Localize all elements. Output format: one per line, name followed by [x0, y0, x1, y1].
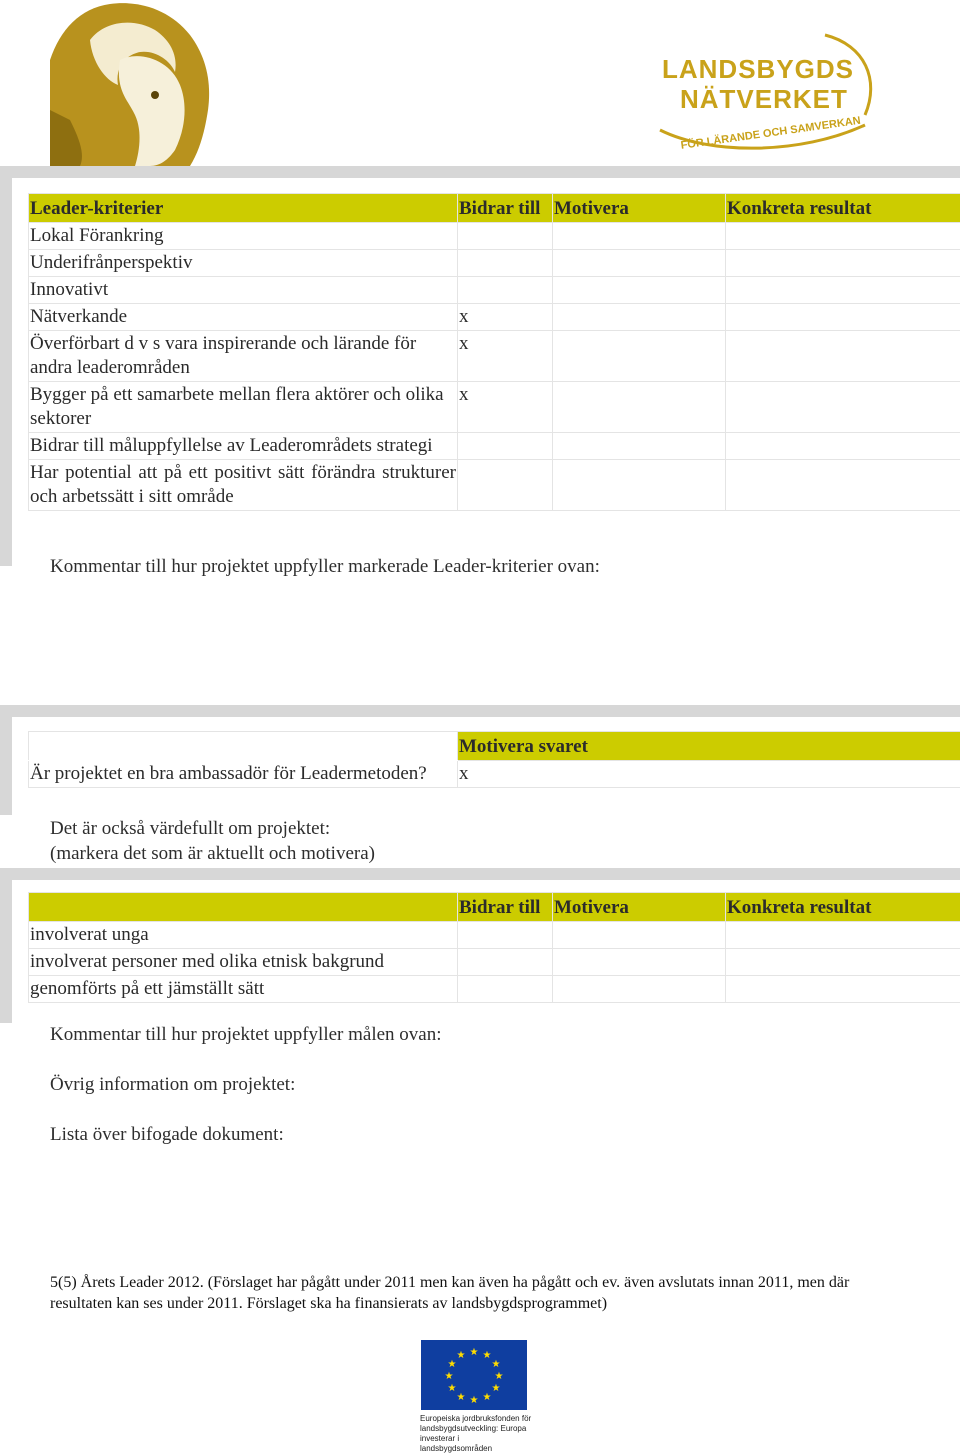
- motivate-cell[interactable]: [553, 460, 726, 511]
- mark-cell[interactable]: [458, 250, 553, 277]
- landsbygdsnatverket-logo: [650, 30, 885, 170]
- mark-cell[interactable]: [458, 922, 553, 949]
- table-header-row: [29, 732, 960, 761]
- logo-tagline: FÖR LÄRANDE OCH SAMVERKAN: [680, 115, 861, 152]
- mark-cell[interactable]: [458, 949, 553, 976]
- svg-text:★: ★: [470, 1395, 479, 1406]
- attachments-label: Lista över bifogade dokument:: [50, 1122, 284, 1147]
- table-row: [29, 331, 960, 382]
- svg-text:★: ★: [448, 1383, 457, 1394]
- result-cell[interactable]: [726, 331, 960, 382]
- table-row: [29, 976, 960, 1003]
- mark-cell[interactable]: x: [458, 304, 553, 331]
- criterion-cell: Överförbart d v s vara inspirerande och lärande för andra leaderområden: [29, 331, 458, 382]
- ambassador-table: [28, 731, 960, 788]
- table-row: [29, 460, 960, 511]
- motivate-cell[interactable]: [553, 922, 726, 949]
- question-cell: Är projektet en bra ambassadör för Leadermetoden?: [29, 761, 458, 788]
- criterion-cell: Bygger på ett samarbete mellan flera aktörer och olika sektorer: [29, 382, 458, 433]
- motivate-cell[interactable]: [553, 949, 726, 976]
- table-row: [29, 304, 960, 331]
- table-row: [29, 949, 960, 976]
- eu-caption-line: Europeiska jordbruksfonden för: [420, 1414, 532, 1424]
- criterion-cell: Lokal Förankring: [29, 223, 458, 250]
- divider-band: [0, 705, 960, 717]
- table-row: [29, 277, 960, 304]
- criterion-cell: Har potential att på ett positivt sätt förändra strukturer och arbetssätt i sitt område: [29, 460, 458, 511]
- other-info-label: Övrig information om projektet:: [50, 1072, 295, 1097]
- svg-text:★: ★: [492, 1383, 501, 1394]
- criterion-cell: involverat personer med olika etnisk bakgrund: [29, 949, 458, 976]
- motivate-cell[interactable]: [553, 304, 726, 331]
- svg-text:★: ★: [445, 1371, 454, 1382]
- motivate-cell[interactable]: [553, 976, 726, 1003]
- svg-text:★: ★: [492, 1359, 501, 1370]
- leader-criteria-table: [28, 193, 960, 511]
- divider-edge: [0, 705, 12, 815]
- footnote: 5(5) Årets Leader 2012. (Förslaget har pågått under 2011 men kan även ha pågått och ev. även avslutats innan 2011, men där resultaten kan ses under 2011. Förslaget ska ha finansierats av landsbygdsprogrammet): [50, 1272, 910, 1314]
- result-cell[interactable]: [726, 277, 960, 304]
- result-cell[interactable]: [726, 433, 960, 460]
- column-header: Motivera: [553, 194, 726, 223]
- motivate-cell[interactable]: [553, 331, 726, 382]
- sheep-logo-icon: [50, 0, 212, 166]
- empty-header-cell: [29, 732, 458, 761]
- result-cell[interactable]: [726, 223, 960, 250]
- mark-cell[interactable]: x: [458, 382, 553, 433]
- mark-cell[interactable]: [458, 277, 553, 304]
- table-row: [29, 382, 960, 433]
- table-header-row: [29, 194, 960, 223]
- motivate-cell[interactable]: [553, 250, 726, 277]
- svg-text:★: ★: [470, 1347, 479, 1358]
- eu-caption: [420, 1414, 532, 1454]
- also-valuable-line-1: Det är också värdefullt om projektet:: [50, 816, 330, 841]
- column-header: Bidrar till: [458, 194, 553, 223]
- motivate-cell[interactable]: [553, 433, 726, 460]
- result-cell[interactable]: [726, 250, 960, 277]
- column-header: Motivera: [553, 893, 726, 922]
- criterion-cell: Innovativt: [29, 277, 458, 304]
- mark-cell[interactable]: [458, 433, 553, 460]
- result-cell[interactable]: [726, 460, 960, 511]
- extra-criteria-table: [28, 892, 960, 1003]
- divider-edge: [0, 868, 12, 1023]
- mark-cell[interactable]: [458, 976, 553, 1003]
- logo-line-1: LANDSBYGDS: [662, 54, 854, 85]
- eu-flag-icon: [421, 1340, 527, 1410]
- criterion-cell: Nätverkande: [29, 304, 458, 331]
- svg-text:★: ★: [483, 1350, 492, 1361]
- svg-text:★: ★: [448, 1359, 457, 1370]
- mark-cell[interactable]: [458, 460, 553, 511]
- result-cell[interactable]: [726, 949, 960, 976]
- table-row: [29, 761, 960, 788]
- svg-text:★: ★: [495, 1371, 504, 1382]
- motivate-cell[interactable]: [553, 382, 726, 433]
- table-row: [29, 250, 960, 277]
- motivate-cell[interactable]: [553, 277, 726, 304]
- column-header: Leader-kriterier: [29, 194, 458, 223]
- answer-cell[interactable]: x: [458, 761, 960, 788]
- table-header-row: [29, 893, 960, 922]
- criterion-cell: Underifrånperspektiv: [29, 250, 458, 277]
- divider-band: [0, 166, 960, 178]
- criterion-cell: Bidrar till måluppfyllelse av Leaderområdets strategi: [29, 433, 458, 460]
- eu-caption-line: investerar i landsbygdsområden: [420, 1434, 532, 1454]
- motivate-cell[interactable]: [553, 223, 726, 250]
- column-header: Konkreta resultat: [726, 194, 960, 223]
- logo-line-2: NÄTVERKET: [680, 84, 848, 115]
- result-cell[interactable]: [726, 304, 960, 331]
- mark-cell[interactable]: [458, 223, 553, 250]
- column-header: [29, 893, 458, 922]
- eu-caption-line: landsbygdsutveckling: Europa: [420, 1424, 532, 1434]
- mark-cell[interactable]: x: [458, 331, 553, 382]
- criterion-cell: genomförts på ett jämställt sätt: [29, 976, 458, 1003]
- table-row: [29, 433, 960, 460]
- table-row: [29, 223, 960, 250]
- column-header: Bidrar till: [458, 893, 553, 922]
- criteria-comment-label: Kommentar till hur projektet uppfyller markerade Leader-kriterier ovan:: [50, 554, 600, 579]
- result-cell[interactable]: [726, 382, 960, 433]
- criterion-cell: involverat unga: [29, 922, 458, 949]
- goals-comment-label: Kommentar till hur projektet uppfyller målen ovan:: [50, 1022, 442, 1047]
- svg-text:★: ★: [457, 1350, 466, 1361]
- svg-text:★: ★: [483, 1392, 492, 1403]
- result-cell[interactable]: [726, 922, 960, 949]
- also-valuable-line-2: (markera det som är aktuellt och motivera): [50, 841, 375, 866]
- table-row: [29, 922, 960, 949]
- result-cell[interactable]: [726, 976, 960, 1003]
- divider-band: [0, 868, 960, 880]
- column-header: Motivera svaret: [458, 732, 960, 761]
- svg-text:★: ★: [457, 1392, 466, 1403]
- divider-edge: [0, 166, 12, 566]
- column-header: Konkreta resultat: [726, 893, 960, 922]
